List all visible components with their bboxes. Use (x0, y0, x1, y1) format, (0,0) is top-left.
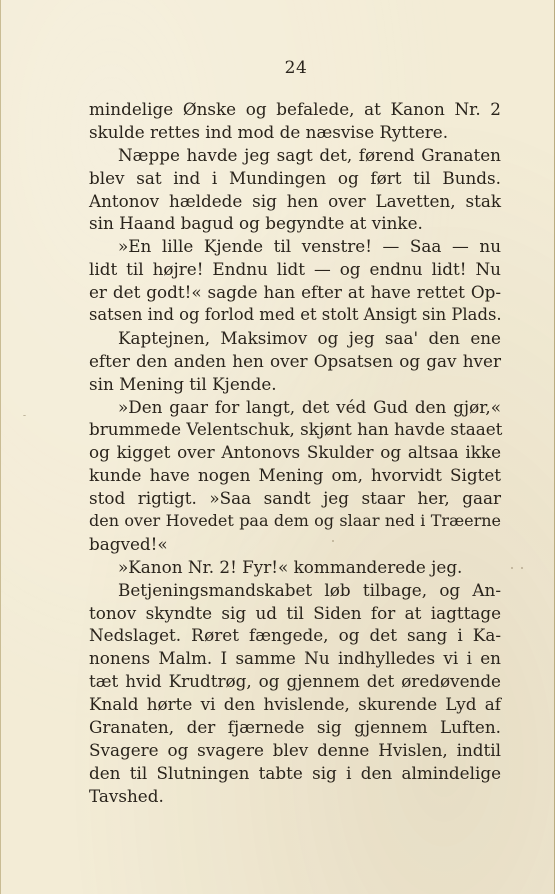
text-line: Betjeningsmandskabet løb tilbage, og An- (118, 579, 501, 600)
text-line: kunde have nogen Mening om, hvorvidt Sigtet (89, 465, 501, 486)
text-line: lidt til højre! Endnu lidt — og endnu lidt! Nu (89, 259, 501, 280)
text-line: sin Mening til Kjende. (89, 373, 277, 394)
text-line: brummede Velentschuk, skjønt han havde staaet (89, 419, 503, 440)
text-line: mindelige Ønske og befalede, at Kanon Nr. 2 (89, 99, 501, 119)
paper-speck (521, 567, 523, 569)
text-line: Svagere og svagere blev denne Hvislen, indtil (89, 739, 501, 760)
text-line: efter den anden hen over Opsatsen og gav hver (89, 350, 501, 371)
paper-speck (511, 567, 513, 569)
text-line: er det godt!« sagde han efter at have rettet Op- (89, 282, 501, 303)
text-line: Næppe havde jeg sagt det, førend Granaten (118, 144, 501, 165)
text-line: blev sat ind i Mundingen og ført til Bunds. (89, 167, 501, 188)
text-line: Nedslaget. Røret fængede, og det sang i Ka- (89, 625, 501, 646)
text-line: »Den gaar for langt, det véd Gud den gjør,« (118, 396, 501, 417)
text-line: Antonov hældede sig hen over Lavetten, stak (89, 190, 501, 211)
paper-speck (332, 540, 334, 542)
text-line: tæt hvid Krudtrøg, og gjennem det øredøvende (89, 671, 501, 692)
text-line: bagved!« (89, 533, 168, 554)
text-line: satsen ind og forlod med et stolt Ansigt sin Plads. (89, 305, 502, 325)
paper-speck (23, 415, 26, 416)
text-line: sin Haand bagud og begyndte at vinke. (89, 213, 423, 234)
text-line: den til Slutningen tabte sig i den almindelige (89, 762, 501, 783)
text-line: stod rigtigt. »Saa sandt jeg staar her, gaar (89, 488, 501, 509)
text-line: Knald hørte vi den hvislende, skurende Lyd af (89, 694, 501, 715)
text-line: den over Hovedet paa dem og slaar ned i Træerne (89, 511, 501, 531)
page-number: 24 (284, 58, 308, 78)
text-line: skulde rettes ind mod de næsvise Ryttere. (89, 121, 449, 142)
text-line: »En lille Kjende til venstre! — Saa — nu (118, 236, 501, 257)
text-line: nonens Malm. I samme Nu indhylledes vi i en (89, 648, 501, 669)
text-line: Tavshed. (89, 785, 164, 806)
text-line: Granaten, der fjærnede sig gjennem Luften. (89, 717, 501, 738)
text-line: »Kanon Nr. 2! Fyr!« kommanderede jeg. (118, 556, 463, 577)
text-line: og kigget over Antonovs Skulder og altsaa ikke (89, 442, 501, 463)
text-line: Kaptejnen, Maksimov og jeg saa' den ene (118, 327, 501, 348)
body-text (89, 98, 501, 808)
text-line: tonov skyndte sig ud til Siden for at iagttage (89, 602, 501, 623)
